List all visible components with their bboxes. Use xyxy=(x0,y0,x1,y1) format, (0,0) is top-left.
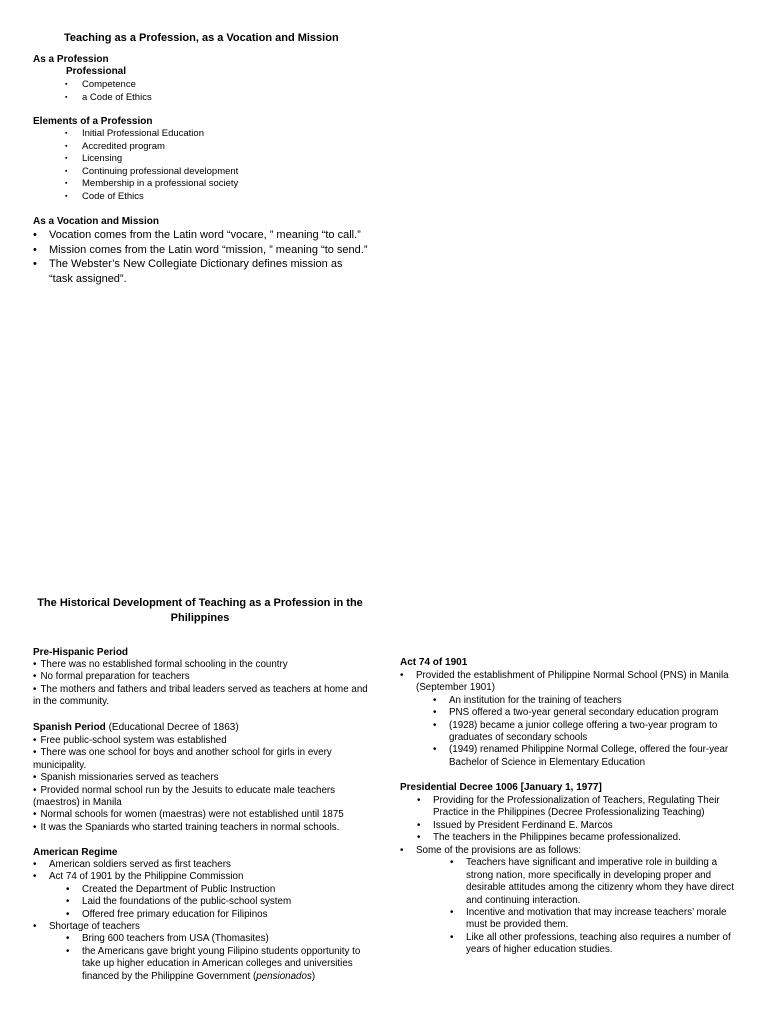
vocation-heading: As a Vocation and Mission xyxy=(33,216,159,227)
spanish-list xyxy=(33,735,351,834)
sub-list-item: • An institution for the training of teachers xyxy=(433,695,735,707)
american-list xyxy=(33,859,373,983)
act74-heading: Act 74 of 1901 xyxy=(400,657,468,668)
elements-list xyxy=(65,128,365,204)
list-item: • There was one school for boys and another school for girls in every municipality. xyxy=(33,747,351,772)
list-item: • Normal schools for women (maestras) were not established until 1875 xyxy=(33,809,351,821)
list-item: ▪ Accredited program xyxy=(65,141,365,154)
profession-heading: As a Profession xyxy=(33,54,109,65)
list-item: ▪ Membership in a professional society xyxy=(65,178,365,191)
prehispanic-heading: Pre-Hispanic Period xyxy=(33,647,129,658)
list-item xyxy=(33,859,373,871)
list-item-text: American soldiers served as first teachers xyxy=(49,859,231,870)
list-item-text: Act 74 of 1901 by the Philippine Commission xyxy=(49,871,244,883)
sub-list-item: • Offered free primary education for Filipinos xyxy=(66,909,373,921)
pd-list xyxy=(417,795,735,845)
sub-list-item: • (1928) became a junior college offering a two-year program to graduates of secondary schools xyxy=(433,720,735,745)
sub-list-item: • Laid the foundations of the public-school system xyxy=(66,896,373,908)
sub-list-item: • Teachers have significant and imperative role in building a strong nation, more specifically in developing proper and desirable attitudes among the citizenry whom they have direct and continuing interaction. xyxy=(450,857,735,907)
vocation-list xyxy=(33,228,373,286)
list-item: • Spanish missionaries served as teachers xyxy=(33,772,351,784)
list-item: • The mothers and fathers and tribal leaders served as teachers at home and in the community. xyxy=(33,684,368,709)
sub-list-item: • (1949) renamed Philippine Normal College, offered the four-year Bachelor of Science in Elementary Education xyxy=(433,744,735,769)
list-item xyxy=(33,871,373,921)
list-item: • Providing for the Professionalization of Teachers, Regulating Their Practice in the Philippines (Decree Professionalizing Teaching) xyxy=(417,795,735,820)
list-item-text: Shortage of teachers xyxy=(49,921,140,933)
list-item xyxy=(33,921,373,983)
list-item: • Provided normal school run by the Jesuits to educate male teachers (maestros) in Manila xyxy=(33,785,351,810)
pensionados-close: ) xyxy=(311,970,316,982)
provisions-list xyxy=(400,845,735,957)
pensionados-italic: pensionados xyxy=(256,970,312,982)
sub-list-item: • Incentive and motivation that may increase teachers’ morale must be provided them. xyxy=(450,907,735,932)
list-item: • No formal preparation for teachers xyxy=(33,671,368,683)
list-item: ▪ Code of Ethics xyxy=(65,191,365,204)
provisions-sublist xyxy=(450,857,735,956)
american-heading: American Regime xyxy=(33,847,118,858)
act74-sublist xyxy=(66,884,373,921)
list-item xyxy=(400,845,735,957)
professional-list xyxy=(65,79,365,104)
list-item: • Mission comes from the Latin word “mission, ” meaning “to send.” xyxy=(33,243,373,258)
list-item-text: Provided the establishment of Philippine Normal School (PNS) in Manila (September 1901) xyxy=(416,670,729,694)
sub-list-item xyxy=(66,946,371,983)
page2-title: The Historical Development of Teaching as a Profession in the Philippines xyxy=(37,597,363,624)
spanish-heading-rest: (Educational Decree of 1863) xyxy=(105,722,239,733)
act74-list xyxy=(400,670,735,769)
list-item: • Vocation comes from the Latin word “vocare, ” meaning “to call.” xyxy=(33,228,373,243)
shortage-sublist xyxy=(66,933,371,983)
page1-title: Teaching as a Profession, as a Vocation and Mission xyxy=(64,32,339,44)
list-item: • There was no established formal schooling in the country xyxy=(33,659,368,671)
pd-heading: Presidential Decree 1006 [January 1, 1977] xyxy=(400,782,602,793)
list-item: ▪ a Code of Ethics xyxy=(65,92,365,105)
list-item: ▪ Licensing xyxy=(65,153,365,166)
list-item: ▪ Initial Professional Education xyxy=(65,128,365,141)
spanish-heading-bold: Spanish Period xyxy=(33,722,106,733)
list-item-text: Some of the provisions are as follows: xyxy=(416,845,581,856)
pns-sublist xyxy=(433,695,735,769)
list-item: • Issued by President Ferdinand E. Marcos xyxy=(417,820,735,832)
sub-list-item: • Bring 600 teachers from USA (Thomasites) xyxy=(66,933,371,945)
sub-list-item: • PNS offered a two-year general secondary education program xyxy=(433,707,735,719)
list-item xyxy=(400,670,735,769)
list-item: ▪ Continuing professional development xyxy=(65,166,365,179)
sub-list-item: • Created the Department of Public Instruction xyxy=(66,884,373,896)
list-item: • The teachers in the Philippines became professionalized. xyxy=(417,832,735,844)
list-item: • It was the Spaniards who started training teachers in normal schools. xyxy=(33,822,351,834)
list-item: ▪ Competence xyxy=(65,79,365,92)
professional-subheading: Professional xyxy=(66,66,127,77)
list-item: • Free public-school system was established xyxy=(33,735,351,747)
pensionados-text: the Americans gave bright young Filipino students opportunity to take up higher education in American colleges and universities financed by the Philippine Government ( xyxy=(82,945,361,982)
list-item: • The Webster’s New Collegiate Dictionary defines mission as “task assigned”. xyxy=(33,257,349,286)
elements-heading: Elements of a Profession xyxy=(33,116,153,127)
sub-list-item: • Like all other professions, teaching also requires a number of years of higher education studies. xyxy=(450,932,735,957)
spanish-heading xyxy=(33,722,239,735)
prehispanic-list xyxy=(33,659,368,709)
